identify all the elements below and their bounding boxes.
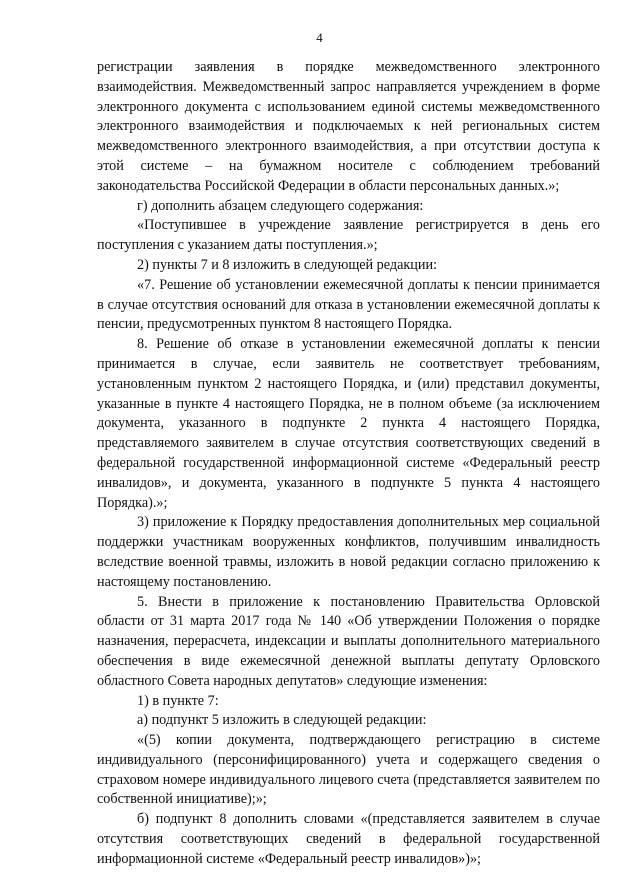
paragraph-quoted-registration: «Поступившее в учреждение заявление регистрируется в день его поступления с указанием даты поступления.»; bbox=[97, 217, 600, 254]
paragraph-item-g: г) дополнить абзацем следующего содержания: bbox=[137, 197, 424, 214]
paragraph-continuation: регистрации заявления в порядке межведомственного электронного взаимодействия. Межведомственный запрос направляется учреждением в форме электронного документа с использованием единой системы межведомственного электронного взаимодействия и подключаемых к ней региональных систем межведомственного электронного взаимодействия, а при отсутствии доступа к этой системе – на бумажном носителе с соблюдением требований законодательства Российской Федерации в области персональных данных.»; bbox=[97, 59, 600, 194]
paragraph-item-a: а) подпункт 5 изложить в следующей редакции: bbox=[137, 712, 427, 729]
paragraph-section-5: 5. Внести в приложение к постановлению Правительства Орловской области от 31 марта 2017 года № 140 «Об утверждении Положения о порядке назначения, перерасчета, индексации и выплаты дополнительного материального обеспечения в виде ежемесячной денежной выплаты депутату Орловского областного Совета народных депутатов» следующие изменения: bbox=[97, 593, 600, 689]
paragraph-clause-8: 8. Решение об отказе в установлении ежемесячной доплаты к пенсии принимается в случае, если заявитель не соответствует требованиям, установленным пунктом 2 настоящего Порядка, и (или) представил документы, указанные в пункте 4 настоящего Порядка, не в полном объеме (за исключением документа, указанного в подпункте 2 пункта 4 настоящего Порядка, представляемого заявителем в случае отсутствия соответствующих сведений в федеральной государственной информационной системе «Федеральный реестр инвалидов», и документа, указанного в подпункте 5 пункта 4 настоящего Порядка).»; bbox=[97, 336, 600, 511]
paragraph-clause-7: «7. Решение об установлении ежемесячной доплаты к пенсии принимается в случае отсутствия оснований для отказа в установлении ежемесячной доплаты к пенсии, предусмотренных пунктом 8 настоящего Порядка. bbox=[97, 276, 600, 333]
paragraph-quoted-subitem-5: «(5) копии документа, подтверждающего регистрацию в системе индивидуального (персонифицированного) учета и содержащего сведения о страховом номере индивидуального лицевого счета (представляется заявителем по собственной инициативе);»; bbox=[97, 732, 600, 808]
document-body bbox=[97, 58, 600, 870]
paragraph-item-1: 1) в пункте 7: bbox=[137, 692, 219, 709]
paragraph-item-b: б) подпункт 8 дополнить словами «(представляется заявителем в случае отсутствия соответствующих сведений в федеральной государственной информационной системе «Федеральный реестр инвалидов»)»; bbox=[97, 811, 600, 867]
paragraph-item-2: 2) пункты 7 и 8 изложить в следующей редакции: bbox=[137, 256, 438, 273]
paragraph-item-3: 3) приложение к Порядку предоставления дополнительных мер социальной поддержки участникам вооруженных конфликтов, получившим инвалидность вследствие военной травмы, изложить в новой редакции согласно приложению к настоящему постановлению. bbox=[97, 514, 600, 590]
page-number: 4 bbox=[316, 30, 323, 45]
